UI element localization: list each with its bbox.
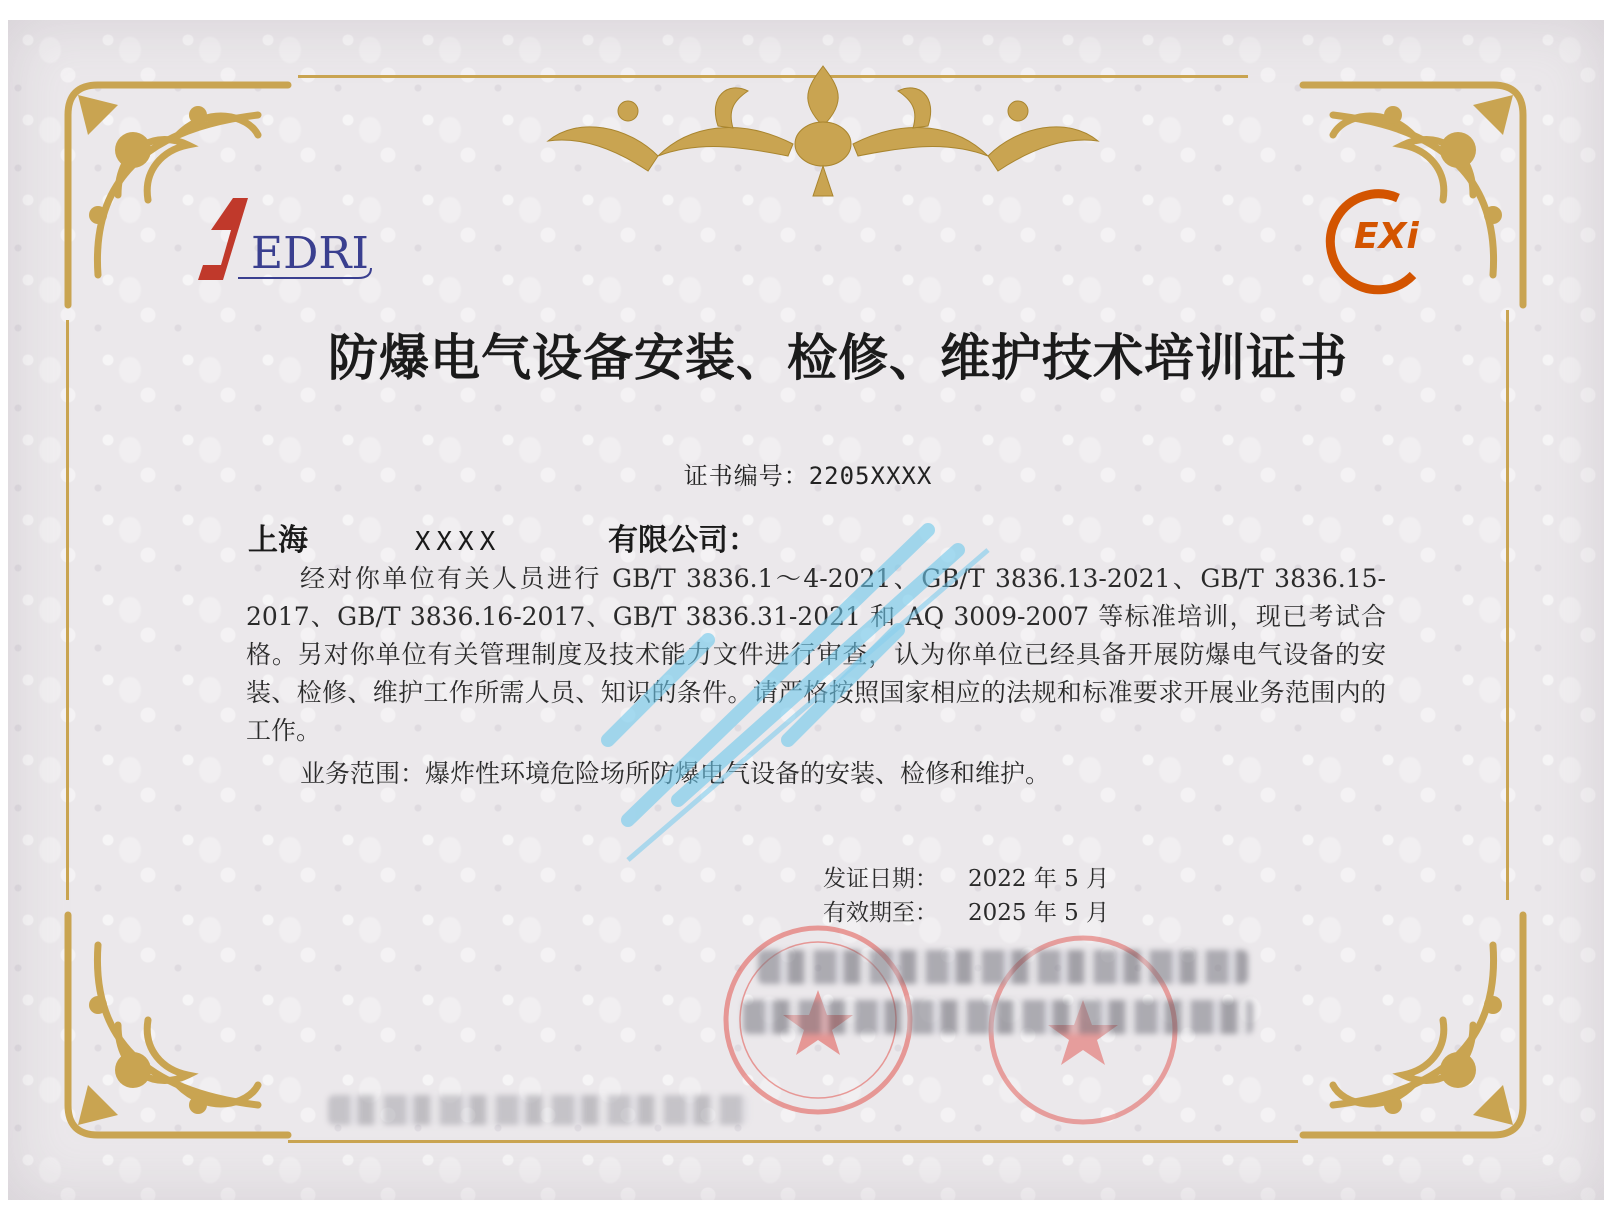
logo-exi-text: EXi [1354, 216, 1419, 257]
certificate-number [458, 456, 1158, 491]
frame-bottom-line [288, 1140, 1298, 1143]
company-prefix: 上海 [248, 523, 308, 558]
blurred-footer-text [328, 1095, 748, 1125]
company-masked-name: XXXX [414, 527, 502, 557]
company-suffix: 有限公司： [608, 523, 758, 558]
frame-right-line [1506, 310, 1509, 900]
blurred-issuer-line-1 [758, 950, 1248, 984]
business-scope: 业务范围：爆炸性环境危险场所防爆电气设备的安装、检修和维护。 [300, 759, 1051, 788]
exi-logo [1318, 180, 1448, 300]
logo-edri-text: EDRI [251, 228, 369, 279]
certificate-number-value: 2205XXXX [808, 462, 933, 490]
logo-s-mark [198, 198, 248, 280]
valid-until-value: 2025 年 5 月 [968, 900, 1110, 926]
top-center-ornament [538, 56, 1108, 201]
certificate-body: 经对你单位有关人员进行 GB/T 3836.1～4-2021、GB/T 3836.13-2021、GB/T 3836.15-2017、GB/T 3836.16-2017、GB/T 3836.31-2021 和 AQ 3009-2007 等标准培训，现已考试合格。另对你单位有关管理制度及技术能力文件进行审查，认为你单位已经具备开展防爆电气设备的安装、检修、维护工作所需人员、知识的条件。请严格按照国家相应的法规和标准要求开展业务范围内的工作。 [246, 564, 1386, 745]
issue-date-label: 发证日期： [823, 866, 938, 892]
valid-until-label: 有效期至： [823, 900, 938, 926]
frame-left-line [66, 320, 69, 900]
corner-ornament-bottom-right [1293, 905, 1533, 1145]
certificate-title: 防爆电气设备安装、检修、维护技术培训证书 [328, 328, 1348, 387]
certificate [8, 20, 1604, 1200]
certificate-dates [823, 860, 1109, 928]
corner-ornament-bottom-left [58, 905, 298, 1145]
certificate-number-label: 证书编号： [683, 462, 809, 490]
sedri-logo [193, 190, 383, 290]
watermark-stamp [568, 490, 998, 870]
issue-date-value: 2022 年 5 月 [968, 866, 1110, 892]
blurred-issuer-line-2 [743, 1000, 1253, 1034]
